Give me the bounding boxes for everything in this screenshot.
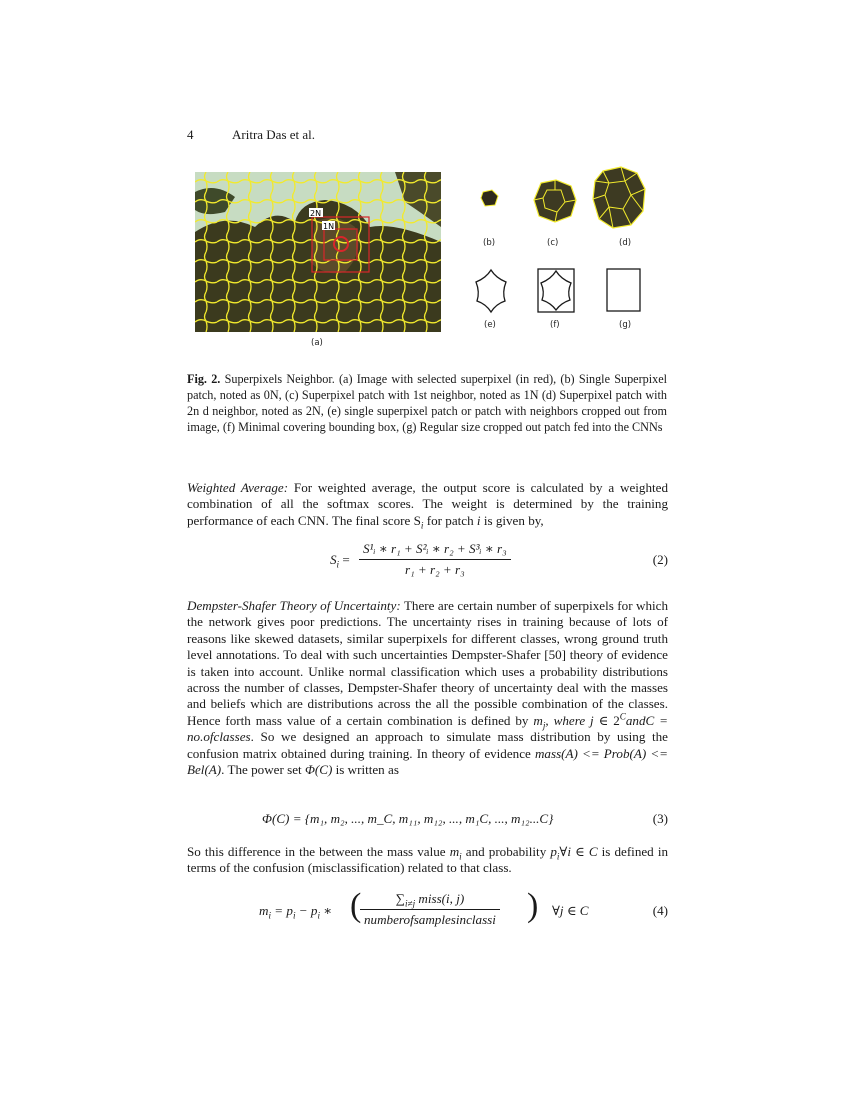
eq4-left-paren: ( [350,887,362,924]
panel-label-f: (f) [550,320,560,330]
dempster-text-4: is written as [332,762,399,778]
regular-size-box [607,269,640,311]
eq4-right-paren: ) [527,887,539,924]
eq4-numerator [360,891,500,910]
eq4-sum-sub: i≠j [405,898,416,909]
dempster-math-two: 2 [613,712,620,728]
marker-2n: 2N [310,209,322,218]
superpixel-grid [195,172,441,332]
patch-0n [481,190,498,206]
weighted-average-paragraph [187,480,668,529]
eq2-lhs-symbol: S [330,552,337,567]
dempster-text-2: . So we designed an approach to simulate mass distribution by using the confusion matrix obtained during training. In theory of evidence [187,729,668,761]
eq2-fraction [359,541,511,578]
difference-text-1: So this difference in the between the mass value [187,844,450,859]
eq4-number: (4) [652,903,668,918]
difference-math-m: m [449,844,460,859]
weighted-average-heading: Weighted Average: [187,480,289,495]
eq2-number: (2) [652,552,668,567]
dempster-math-c-sup: C [619,711,626,722]
eq2-denominator: r₁ + r₂ + r₃ [404,562,465,577]
eq2-numerator: S¹ᵢ ∗ r₁ + S²ᵢ ∗ r₂ + S³ᵢ ∗ r₃ [359,541,511,560]
eq4-fraction [360,891,500,928]
running-head: Aritra Das et al. [232,127,316,142]
panel-label-b: (b) [483,238,496,248]
panel-label-d: (d) [619,238,632,248]
dempster-shafer-heading: Dempster-Shafer Theory of Uncertainty: [187,598,401,613]
difference-paragraph [187,844,668,877]
eq4-condition: ∀j ∈ C [552,903,589,918]
dempster-math-m: m [533,712,543,728]
superpixel-patch-b [478,188,502,210]
dempster-math-m-sub: j [542,720,546,731]
eq4-p-sub: i [292,910,296,921]
difference-math-m-sub: i [459,851,462,862]
eq2-lhs: $S_i$ = [330,552,350,570]
superpixel-patch-d [591,165,647,231]
difference-math-p-sub: i [556,851,560,862]
patch-variable: i [476,512,481,528]
bounding-box-f [537,268,575,313]
eq4-p2: − p [295,903,318,918]
weighted-average-text: For weighted average, the output score is calculated by a weighted combination of all the softmax scores. The weight is determined by the training performance of each CNN. The final score S [187,480,669,528]
dempster-math-classes: andC = no.ofclasses [187,712,669,745]
panel-label-e: (e) [484,320,496,330]
panel-label-c: (c) [547,238,559,248]
weighted-average-text-mid: for patch [423,512,477,528]
difference-math-p: p [550,844,557,859]
eq4-denominator: numberofsamplesinclassi [364,912,496,927]
dempster-text-3: . The power set [221,762,305,778]
patch-outline-inside [541,271,571,310]
dempster-math-where: , where j ∈ [545,712,609,728]
eq4-p: = p [271,903,293,918]
equation-4 [187,889,668,935]
panel-label-a: (a) [311,338,323,348]
equation-2 [187,541,668,581]
regular-patch-g [606,268,642,313]
patch-2n [593,167,645,228]
dempster-math-inequality: mass(A) <= Prob(A) <= Bel(A) [187,745,669,778]
superpixel-image-a [195,172,441,332]
caption-text: Superpixels Neighbor. (a) Image with selected superpixel (in red), (b) Single Superpixel patch, noted as 0N, (c) Superpixel patch with 1st neighbor, noted as 1N (d) Superpixel patch with 2n d neighbor, noted as 2N, (e) single superpixel patch or patch with neighbors cropped out from image, (f) Minimal covering bounding box, (g) Regular size cropped out patch fed into the CNNs [187,372,667,434]
dempster-math-powerset: Φ(C) [304,762,333,778]
eq4-lhs [259,903,332,919]
equation-3 [187,811,668,831]
marker-1n: 1N [323,222,335,231]
eq4-miss: miss(i, j) [415,891,465,906]
figure-caption [187,371,667,435]
patch-outline-e [472,268,510,314]
patch-outline-shape [476,270,506,312]
difference-math-forall: ∀i ∈ C [559,844,598,859]
caption-label: Fig. 2. [187,372,221,386]
superpixel-patch-c [531,178,579,224]
dempster-text-1: There are certain number of superpixels for which the network gives poor predictions. The uncertainty rises in training because of lots of reasons like skewed datasets, similar superpixels for different classes, wrong ground truth level annotations. To deal with such uncertainties Dempster-Shafer [50] theory of evidence is taken into account. Unlike normal classification which uses a probability distributions across the number of classes, Dempster-Shafer theory of uncertainty deal with the masses and beliefs which are distributions across the all the possible combination of the classes. Hence forth mass value of a certain combination is defined by [187,598,668,728]
eq3-formula: Φ(C) = {m₁, m₂, ..., m_C, m₁₁, m₁₂, ..., m₁C, ..., m₁₂...C} [262,811,554,826]
score-subscript: i [420,520,424,531]
difference-text-2: and probability [461,844,551,859]
eq4-p2-sub: i [317,910,320,921]
eq4-sum: ∑ [395,891,405,906]
eq4-m: m [259,903,269,918]
page-number: 4 [187,127,194,142]
eq4-times: ∗ [319,903,333,918]
eq4-m-sub: i [268,910,272,921]
eq3-number: (3) [652,811,668,826]
weighted-average-text-end: is given by, [480,512,544,528]
panel-label-g: (g) [619,320,632,330]
dempster-shafer-paragraph [187,598,668,778]
difference-text-3: is defined in terms of the confusion (misclassification) related to that class. [187,844,668,876]
